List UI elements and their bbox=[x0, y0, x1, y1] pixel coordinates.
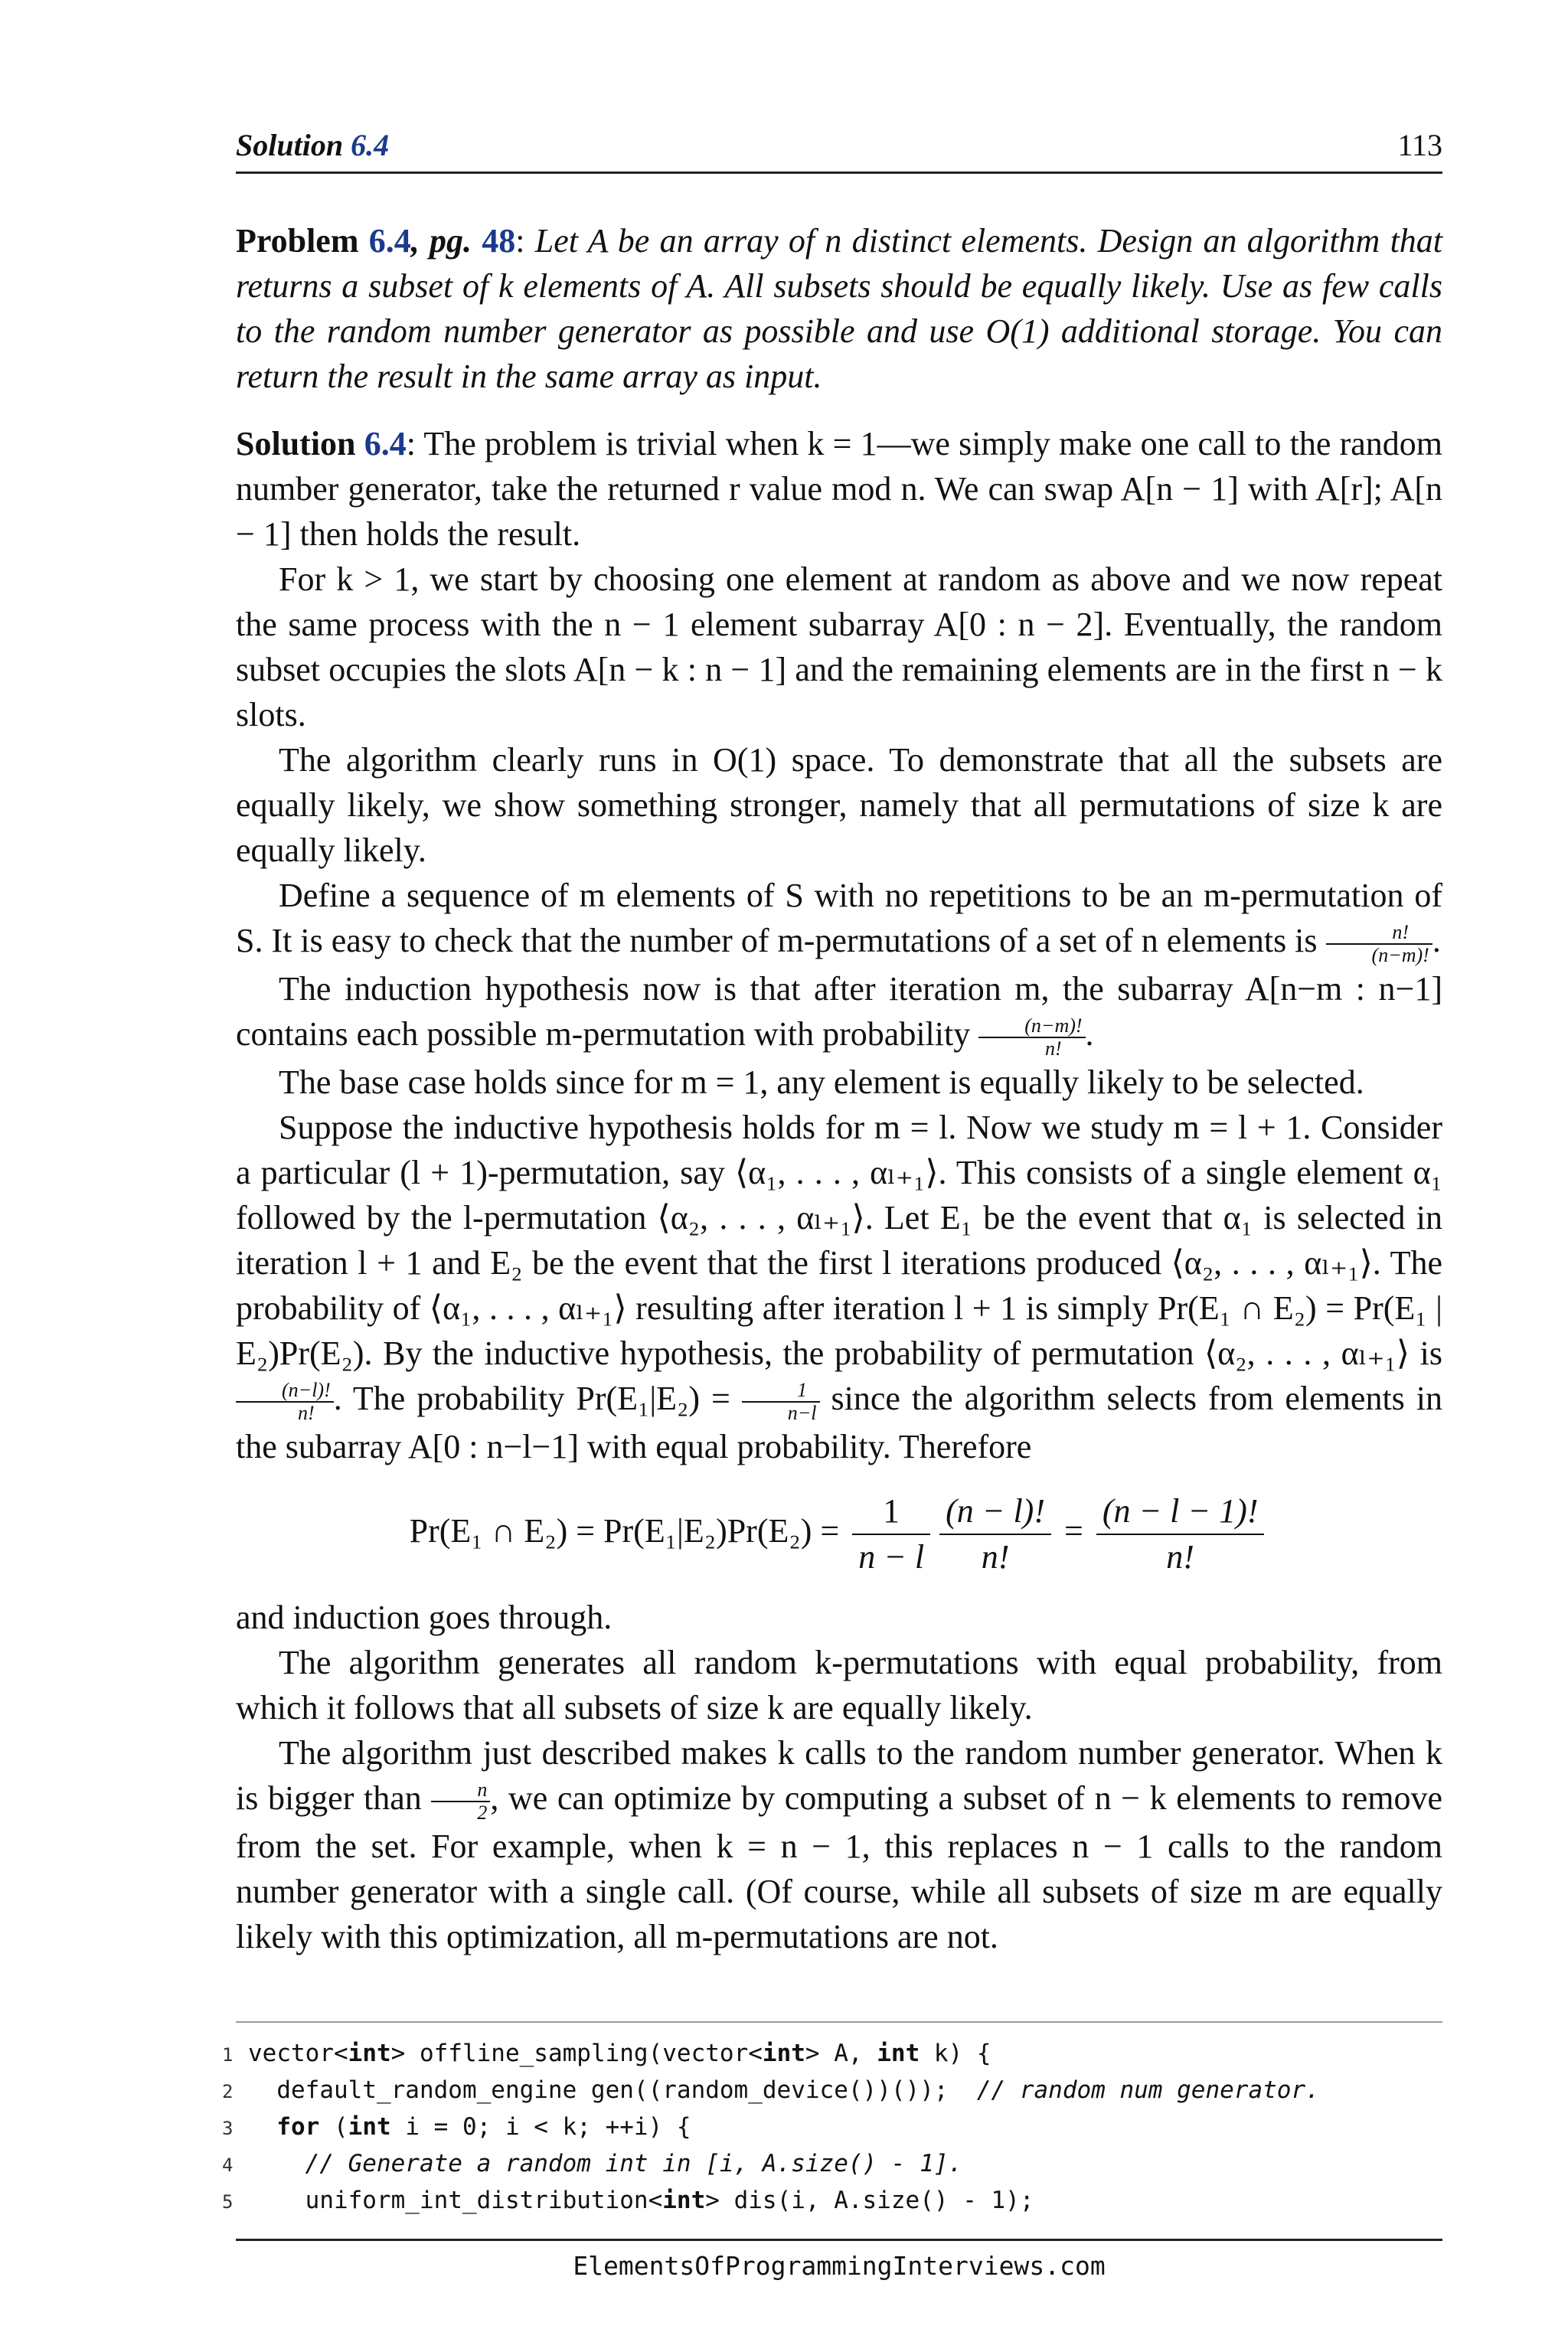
code-top-rule bbox=[236, 2021, 1442, 2023]
fraction-numerator: (n−l)! bbox=[236, 1380, 334, 1403]
solution-paragraph-7 bbox=[236, 1105, 1442, 1469]
equation-lhs: Pr(E₁ ∩ E₂) = Pr(E₁|E₂)Pr(E₂) = bbox=[409, 1511, 840, 1550]
line-number: 5 bbox=[222, 2191, 234, 2213]
solution-number-link[interactable]: 6.4 bbox=[364, 425, 407, 462]
fraction-numerator: n bbox=[431, 1779, 490, 1802]
fraction-numerator: (n − l)! bbox=[939, 1489, 1051, 1535]
display-equation bbox=[236, 1489, 1442, 1579]
solution-paragraph-1: The problem is trivial when k = 1—we simply make one call to the random number generator, take the returned r value mod n. We can swap A[n − 1] with A[r]; A[n − 1] then holds the result. bbox=[236, 425, 1443, 553]
code-text: vector< bbox=[248, 2040, 348, 2067]
code-line bbox=[222, 2109, 1447, 2145]
fraction-one-over-n-minus-l bbox=[742, 1380, 820, 1424]
footer-link[interactable]: ElementsOfProgrammingInterviews.com bbox=[573, 2251, 1106, 2281]
solution-paragraph-9: The algorithm generates all random k-permutations with equal probability, from which it follows that all subsets of size k are equally likely. bbox=[236, 1643, 1442, 1726]
fraction-denominator: n! bbox=[981, 1537, 1010, 1576]
header-section-link[interactable]: 6.4 bbox=[351, 128, 390, 162]
paragraph-7-text-a: Suppose the inductive hypothesis holds for m = l. Now we study m = l + 1. Consider a particular (l + 1)-permutation, say ⟨α₁, . . . , αₗ₊₁⟩. This consists of a single element α₁ followed by the l-permutation ⟨α₂, . . . , αₗ₊₁⟩. Let E₁ be the event that α₁ is selected in iteration l + 1 and E₂ be the event that the first l iterations produced ⟨α₂, . . . , αₗ₊₁⟩. The probability of ⟨α₁, . . . , αₗ₊₁⟩ resulting after iteration l + 1 is simply Pr(E₁ ∩ E₂) = Pr(E₁ | E₂)Pr(E₂). By the inductive hypothesis, the probability of permutation ⟨α₂, . . . , αₗ₊₁⟩ is bbox=[236, 1108, 1442, 1372]
code-text: ( bbox=[319, 2113, 348, 2141]
code-text: > offline_sampling(vector< bbox=[390, 2040, 763, 2067]
code-text bbox=[248, 2113, 276, 2141]
line-number: 2 bbox=[222, 2081, 234, 2102]
line-number: 1 bbox=[222, 2044, 234, 2066]
page-ref-link[interactable]: 48 bbox=[482, 222, 516, 260]
line-number: 4 bbox=[222, 2154, 234, 2176]
fraction-denominator: 2 bbox=[477, 1801, 488, 1824]
code-comment: // random num generator. bbox=[976, 2076, 1320, 2104]
code-text: > dis(i, A.size() - 1); bbox=[705, 2187, 1034, 2214]
fraction-denominator: n − l bbox=[858, 1537, 925, 1576]
fraction-n-over-2 bbox=[431, 1779, 490, 1824]
code-line bbox=[222, 2182, 1447, 2219]
solution-body: Solution 6.4: The problem is trivial when k = 1—we simply make one call to the random number generator, take the returned r value mod n. We can swap A[n − 1] with A[r]; A[n − 1] then holds the result. For k > 1, we start by choosing one element at random as above and we now repeat the same process with the n − 1 element subarray A[0 : n − 2]. Eventually, the random subset occupies the slots A[n − k : n − 1] and the remaining elements are in the first n − k slots. The algorithm clearly runs in O(1) space. To demonstrate that all the subsets are equally likely, we show something stronger, namely that all permutations of size k are equally likely. Define a sequence of m elements of S with no repetitions to be an m-permutation of S. It is easy to check that the number of m-permutations of a set of n elements is $\frac{n!}{(n-m)!}$ . The induction hypothesis now is that after iteration m, the subarray A[n−m : n−1] contains each possible m-permutation with probability $\frac{(n-m)!}{n!}$ . The base case holds since for m = 1, any element is equally likely to be selected. Suppose the inductive hypothesis holds for m = l. Now we study m = l + 1. Consider a particular (l + 1)-permutation, say ⟨α₁, . . . , αₗ₊₁⟩. This consists of a single element α₁ followed by the l-permutation ⟨α₂, . . . , αₗ₊₁⟩. Let E₁ be the event that α₁ is selected in iteration l + 1 and E₂ be the event that the first l iterations produced ⟨α₂, . . . , αₗ₊₁⟩. The probability of ⟨α₁, . . . , αₗ₊₁⟩ resulting after iteration l + 1 is simply Pr(E₁ ∩ E₂) = Pr(E₁ | E₂)Pr(E₂). By the inductive hypothesis, the probability of permutation ⟨α₂, . . . , αₗ₊₁⟩ is $\frac{(n-l)!}{n!}$ . The probability Pr(E₁|E₂) = $\frac{1}{n-l}$ since the algorithm selects from elements in the subarray A[0 : n−l−1] with equal probability. Therefore Pr(E₁ ∩ E₂) = Pr(E₁|E₂)Pr(E₂) = $\frac{1}{n - l}$ $\frac{(n - l)!}{n!}$ = $\frac{(n - l - 1)!}{n!}$ and induction goes through. The algorithm generates all random k-permutations with equal probability, from which it follows that all subsets of size k are equally likely. The algorithm just described makes k calls to the random number generator. When k is bigger than $\frac{n}{2}$ , we can optimize by computing a subset of n − k elements to remove from the set. For example, when k = n − 1, this replaces n − 1 calls to the random number generator with a single call. (Of course, while all subsets of size m are equally likely with this optimization, all m-permutations are not. bbox=[236, 421, 1442, 1959]
problem-text: Let A be an array of n distinct elements. Design an algorithm that returns a subset of k elements of A. All subsets should be equally likely. Use as few calls to the random number generator as possible and use O(1) additional storage. You can return the result in the same array as input. bbox=[236, 222, 1443, 395]
code-keyword: int bbox=[762, 2040, 805, 2067]
fraction-denominator: (n−m)! bbox=[1371, 943, 1429, 966]
fraction-numerator: (n − l − 1)! bbox=[1096, 1489, 1265, 1535]
code-text: default_random_engine gen((random_device())()); bbox=[248, 2076, 977, 2104]
code-text: i = 0; i < k; ++i) { bbox=[390, 2113, 691, 2141]
paragraph-5-text: The induction hypothesis now is that after iteration m, the subarray A[n−m : n−1] contains each possible m-permutation with probability bbox=[236, 969, 1442, 1053]
code-keyword: for bbox=[276, 2113, 320, 2141]
fraction-denominator: n! bbox=[298, 1401, 315, 1424]
solution-paragraph-5: The induction hypothesis now is that after iteration m, the subarray A[n−m : n−1] contains each possible m-permutation with probability $\frac{(n-m)!}{n!}$ . bbox=[236, 969, 1442, 1060]
fraction-denominator: n! bbox=[1166, 1537, 1194, 1576]
paragraph-4-text: Define a sequence of m elements of S with no repetitions to be an m-permutation of S. It is easy to check that the number of m-permutations of a set of n elements is bbox=[236, 877, 1442, 959]
equation-fraction-2 bbox=[939, 1489, 1051, 1579]
solution-label: Solution bbox=[236, 425, 356, 462]
fraction-n-minus-l-factorial bbox=[236, 1380, 334, 1424]
header-section-label: Solution bbox=[236, 128, 344, 162]
code-line bbox=[222, 2035, 1447, 2072]
code-keyword: int bbox=[348, 2113, 391, 2141]
code-text: > A, bbox=[805, 2040, 877, 2067]
equation-fraction-3 bbox=[1096, 1489, 1265, 1579]
paragraph-7-text-c: since the algorithm selects from elements in the subarray A[0 : n−l−1] with equal probability. Therefore bbox=[236, 1379, 1442, 1465]
code-comment: // Generate a random int in [i, A.size() - 1]. bbox=[305, 2150, 963, 2177]
equation-equals: = bbox=[1063, 1511, 1083, 1550]
code-listing bbox=[222, 2035, 1447, 2219]
fraction-numerator: (n−m)! bbox=[978, 1015, 1085, 1038]
problem-statement: Problem 6.4, pg. 48: Let A be an array of n distinct elements. Design an algorithm that returns a subset of k elements of A. All subsets should be equally likely. Use as few calls to the random number generator as possible and use O(1) additional storage. You can return the result in the same array as input. bbox=[236, 222, 1443, 395]
code-line bbox=[222, 2145, 1447, 2182]
code-text: uniform_int_distribution< bbox=[248, 2187, 663, 2214]
fraction-probability bbox=[978, 1015, 1085, 1060]
header-section bbox=[236, 127, 389, 163]
solution-paragraph-6: The base case holds since for m = 1, any element is equally likely to be selected. bbox=[279, 1063, 1364, 1101]
paragraph-10-text-a: The algorithm just described makes k calls to the random number generator. When k is bigger than bbox=[236, 1733, 1442, 1817]
page-ref-prefix: , pg. bbox=[410, 222, 472, 260]
fraction-denominator: n! bbox=[1045, 1037, 1062, 1060]
code-line bbox=[222, 2072, 1447, 2109]
paragraph-10-text-b: , we can optimize by computing a subset of n − k elements to remove from the set. For example, when k = n − 1, this replaces n − 1 calls to the random number generator with a single call. (Of course, while all subsets of size m are equally likely with this optimization, all m-permutations are not. bbox=[236, 1779, 1442, 1955]
solution-paragraph-4: Define a sequence of m elements of S with no repetitions to be an m-permutation of S. It is easy to check that the number of m-permutations of a set of n elements is $\frac{n!}{(n-m)!}$ . bbox=[236, 877, 1442, 966]
footer-rule bbox=[236, 2239, 1442, 2241]
equation-fraction-1 bbox=[852, 1489, 930, 1579]
line-number: 3 bbox=[222, 2118, 234, 2139]
fraction-denominator: n−l bbox=[787, 1401, 817, 1424]
solution-paragraph-8: and induction goes through. bbox=[236, 1598, 612, 1636]
solution-paragraph-10 bbox=[236, 1730, 1442, 1959]
code-text bbox=[248, 2150, 305, 2177]
running-header bbox=[236, 127, 1442, 174]
code-keyword: int bbox=[662, 2187, 706, 2214]
solution-paragraph-3: The algorithm clearly runs in O(1) space. To demonstrate that all the subsets are equally likely, we show something stronger, namely that all permutations of size k are equally likely. bbox=[236, 741, 1442, 869]
fraction-numerator: 1 bbox=[852, 1489, 930, 1535]
code-keyword: int bbox=[877, 2040, 920, 2067]
fraction-numerator: n! bbox=[1326, 922, 1432, 945]
solution-paragraph-2: For k > 1, we start by choosing one element at random as above and we now repeat the same process with the n − 1 element subarray A[0 : n − 2]. Eventually, the random subset occupies the slots A[n − k : n − 1] and the remaining elements are in the first n − k slots. bbox=[236, 560, 1442, 733]
code-keyword: int bbox=[348, 2040, 391, 2067]
problem-label: Problem bbox=[236, 222, 359, 260]
problem-number-link[interactable]: 6.4 bbox=[368, 222, 411, 260]
code-text: k) { bbox=[920, 2040, 991, 2067]
fraction-numerator: 1 bbox=[742, 1380, 820, 1403]
page-number: 113 bbox=[1397, 128, 1442, 162]
paragraph-7-text-b: . The probability Pr(E₁|E₂) = bbox=[333, 1379, 730, 1417]
fraction-n-over-n-minus-m bbox=[1326, 922, 1432, 966]
